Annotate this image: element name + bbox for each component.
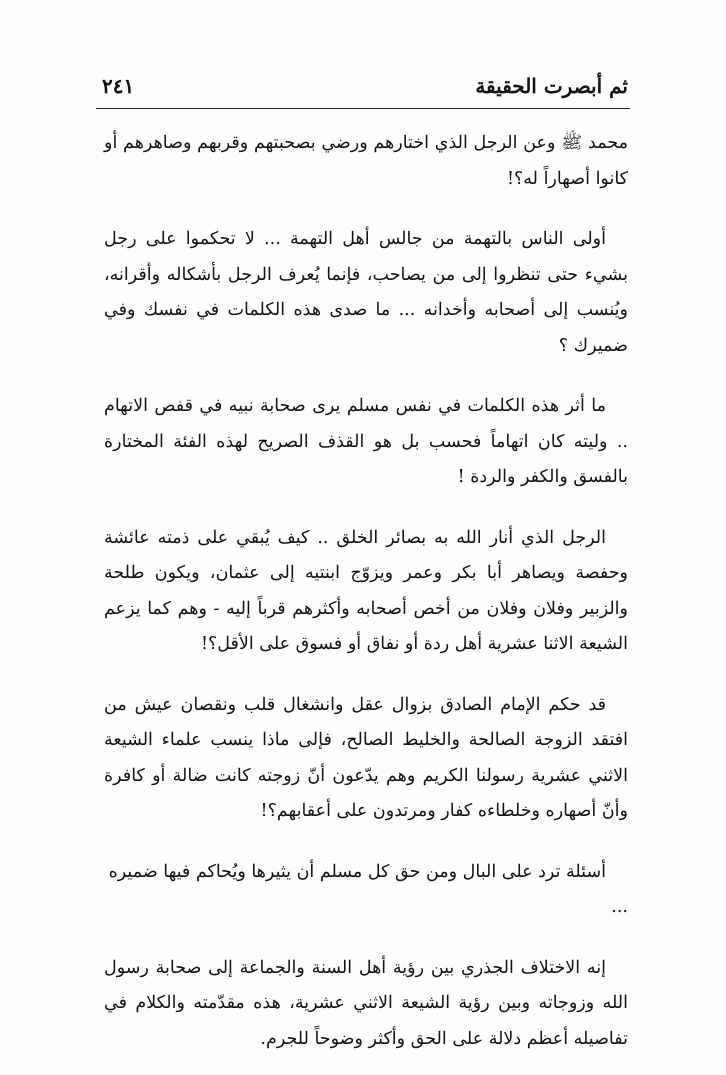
paragraph-3: ما أثر هذه الكلمات في نفس مسلم يرى صحابة نبيه في قفص الاتهام .. وليته كان اتهاماً فحسب بل هو القذف الصريح لهذه الفئة المختارة بالفسق والكفر والردة ! <box>104 396 628 487</box>
paragraph-7: إنه الاختلاف الجذري بين رؤية أهل السنة والجماعة إلى صحابة رسول الله وزوجاته وبين رؤية الشيعة الاثني عشرية، هذه مقدّمته والكلام في تفاصيله أعظم دلالة على الحق وأكثر وضوحاً للجرم. <box>104 957 628 1049</box>
page-number: ٢٤١ <box>102 74 135 98</box>
body-text <box>104 126 628 1057</box>
running-header <box>96 72 628 106</box>
header-divider <box>96 108 630 109</box>
paragraph-5: قد حكم الإمام الصادق بزوال عقل وانشغال قلب ونقصان عيش من افتقد الزوجة الصالحة والخليط الصالح، فإلى ماذا ينسب علماء الشيعة الاثني عشرية رسولنا الكريم وهم يدّعون أنّ زوجته كانت ضالة أو كافرة وأنّ أصهاره وخلطاءه كفار ومرتدون على أعقابهم؟! <box>104 694 628 821</box>
paragraph-4: الرجل الذي أنار الله به بصائر الخلق .. كيف يُبقي على ذمته عائشة وحفصة ويصاهر أبا بكر وعمر ويزوّج ابنتيه إلى عثمان، ويكون طلحة والزبير وفلان وفلان من أخص أصحابه وأكثرهم قرباً إليه - وهم كما يزعم الشيعة الاثنا عشرية أهل ردة أو نفاق أو فسوق على الأقل؟! <box>104 527 628 654</box>
paragraph-6: أسئلة ترد على البال ومن حق كل مسلم أن يثيرها ويُحاكم فيها ضميره <box>108 861 606 882</box>
trailing-dots: ... <box>611 897 628 917</box>
paragraph-2: أولى الناس بالتهمة من جالس أهل التهمة ... لا تحكموا على رجل بشيء حتى تنظروا إلى من يصاحب، فإنما يُعرف الرجل بأشكاله وأقرانه، ويُنسب إلى أصحابه وأخدانه ... ما صدى هذه الكلمات في نفسك وفي ضميرك ؟ <box>104 229 628 356</box>
paragraph-6-ellipsis <box>104 890 628 926</box>
paragraph-1: محمد ﷺ وعن الرجل الذي اختارهم ورضي بصحبتهم وقربهم وصاهرهم أو كانوا أصهاراً له؟! <box>104 133 628 189</box>
book-title: ثم أبصرت الحقيقة <box>475 74 628 98</box>
